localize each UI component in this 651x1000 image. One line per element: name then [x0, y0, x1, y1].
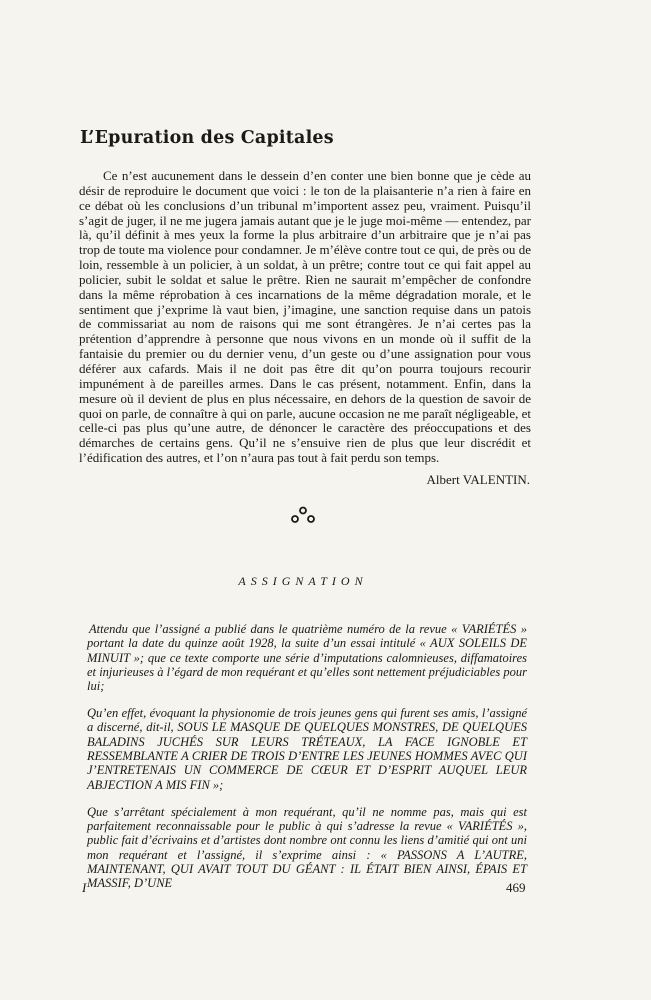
section-heading: ASSIGNATION	[238, 574, 368, 588]
assignation-paragraph: Qu’en effet, évoquant la physionomie de trois jeunes gens qui furent ses amis, l’assigné a discerné, dit-il, SOUS LE MASQUE DE QUELQUES MONSTRES, DE QUELQUES BALADINS JUCHÉS SUR LEURS TRÉTEAUX, LA FACE IGNOBLE ET RESSEMBLANTE A CRIER DE TROIS D’ENTRE LES JEUNES HOMMES AVEC QUI J’ENTRETENAIS UN COMMERCE DE CŒUR ET D’ESPRIT AUQUEL LEUR ABJECTION A MIS FIN »;	[87, 706, 527, 792]
three-circles-ornament-icon	[287, 505, 319, 527]
article-title: L’Epuration des Capitales	[80, 128, 334, 148]
article-paragraph: Ce n’est aucunement dans le dessein d’en conter une bien bonne que je cède au désir de reproduire le document que voici : le ton de la plaisanterie n’a rien à faire en ce débat où les conclusions d’un tribunal m’importent assez peu, vraiment. Puisqu’il s’agit de juger, il ne me jugera jamais autant que je le juge moi-même — entendez, par là, qu’il définit à mes yeux la forme la plus arbitraire d’un arbitraire que je n’ai pas trop de toute ma violence pour condamner. Je m’élève contre tout ce qui, de près ou de loin, ressemble à un policier, à un soldat, à un prêtre; contre tout ce qui fait appel au policier, subit le soldat et salue le prêtre. Rien ne saurait m’empêcher de confondre dans la même réprobation à ces incarnations de la même dégradation morale, et le sentiment que j’exprime là vaut bien, j’imagine, une sanction requise dans un patois de commissariat au nom de raisons qui me sont étrangères. Je n’ai certes pas la prétention d’apprendre à personne que nous vivons en un monde où il suffit de la fantaisie du premier ou du dernier venu, d’un geste ou d’une assignation pour vous déférer aux cafards. Mais il ne doit pas être dit qu’on pourra toujours recourir impunément à de pareilles armes. Dans le cas présent, notamment. Enfin, dans la mesure où il devient de plus en plus nécessaire, en dehors de la question de savoir de quoi on parle, de connaître à qui on parle, aucune occasion ne me paraît négligeable, et celle-ci pas plus qu’une autre, de dénoncer le caractère des préoccupations et des démarches de certains gens. Qu’il ne s’ensuive rien de plus que leur discrédit et l’édification des autres, et l’on n’aura pas tout à fait perdu son temps.	[79, 168, 531, 466]
margin-mark: I	[82, 880, 87, 895]
author-signature: Albert VALENTIN.	[426, 472, 530, 487]
assignation-paragraph: Que s’arrêtant spécialement à mon requérant, qu’il ne nomme pas, mais qui est parfaitement reconnaissable pour le public à qui s’adresse la revue « VARIÉTÉS », public fait d’écrivains et d’artistes dont nombre ont connu les liens d’amitié qui ont uni mon requérant et l’assigné, il s’exprime ainsi : « PASSONS A L’AUTRE, MAINTENANT, QUI AVAIT TOUT DU GÉANT : IL ÉTAIT BIEN AINSI, ÉPAIS ET MASSIF, D’UNE	[87, 804, 527, 891]
assignation-text	[87, 622, 527, 903]
assignation-paragraph: Attendu que l’assigné a publié dans le quatrième numéro de la revue « VARIÉTÉS » portant la date du quinze août 1928, la suite d’un essai intitulé « AUX SOLEILS DE MINUIT »; que ce texte comporte une série d’imputations calomnieuses, diffamatoires et injurieuses à l’égard de mon requérant et qu’elles sont nettement préjudiciables pour lui;	[87, 622, 527, 694]
page-number: 469	[506, 880, 526, 895]
article-body	[79, 169, 531, 466]
